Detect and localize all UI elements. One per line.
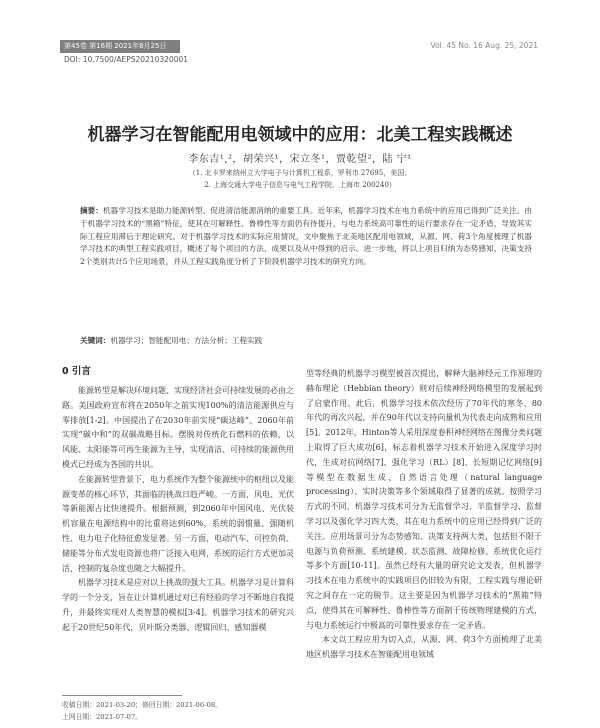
footnote-received: 收稿日期：2021-03-20；修回日期：2021-06-08。 [62,701,222,709]
author-list: 李东吉¹,²，胡荣兴¹，宋立冬¹，贾乾望²，陆 宁¹ [188,154,412,165]
intro-paragraph-2: 在能源转型背景下，电力系统作为整个能源统中的枢纽以及能源变革的核心环节，其面临的挑战日趋严峻。一方面，风电、光伏等新能源占比快速提升。根据预测，到2060年中国风电、光伏装机容量在电源结构中的比重将达到60%，系统的弱惯量、强随机性、电力电子化特征愈发显著。另一方面，电动汽车、可控负荷、储能等分布式发电资源也将广泛接入电网，系统的运行方式更加灵活，控制的复杂度也随之大幅提升。 [62,474,294,573]
intro-paragraph-3: 机器学习技术是应对以上挑战的强大工具。机器学习是计算科学的一个分支，旨在让计算机通过对已有经验的学习不断地自我提升，并最终实现对人类智慧的模拟[3-4]。机器学习技术的研究兴起于20世纪50年代，贝叶斯分类器、逻辑回归、感知器模 [62,578,294,632]
footnote-divider [62,695,182,696]
journal-issue-banner: 第45卷 第16期 2021年8月25日 [60,40,180,53]
right-column [306,367,542,663]
abstract-label: 摘要： [80,206,103,215]
abstract [80,205,532,269]
abstract-text: 机器学习技术是助力能源转型、促进清洁能源消纳的重要工具。近年来，机器学习技术在电力系统中的应用已得到广泛关注。由于机器学习技术的“黑箱”特征，使其在可解释性、鲁棒性等方面仍有待提升，与电力系统高可靠性的运行要求存在一定矛盾，导致其实际工程应用滞后于理论研究。对于机器学习技术的实际应用情况，文中聚焦于北美地区配用电领域，从源、网、荷3个角度梳理了机器学习技术的典型工程实践项目，概述了每个项目的方法、成果以及从中得到的启示。进一步地，将以上项目归纳为态势感知、决策支持2个类别共计5个应用场景，并从工程实践角度分析了下阶段机器学习技术的研究方向。 [80,206,533,267]
footnote-online: 上网日期：2021-07-07。 [62,713,142,721]
section-heading-introduction: 0 引言 [62,366,91,377]
keywords-text: 机器学习；智能配用电；方法分析；工程实践 [110,336,263,345]
keywords-label: 关键词： [80,336,111,345]
affiliation-1: （1. 北卡罗来纳州立大学电子与计算机工程系，罗利市 27695，美国； [188,169,412,177]
keywords [80,335,532,346]
right-paragraph-1: 型等经典的机器学习模型被首次提出，解释大脑神经元工作原理的赫布理论（Hebbian theory）则对后续神经网络模型的发展起到了启蒙作用。此后，机器学习技术依次经历了70年代的寒冬、80年代的再次兴起，并在90年代以支持向量机为代表走向成熟和应用[5]。2012年，Hinton等人采用深度卷积神经网络在图像分类问题上取得了巨大成功[6]，标志着机器学习技术开始进入深度学习时代，生成对抗网络[7]、强化学习（RL）[8]、长短期记忆网络[9]等模型在数据生成、自然语言处理（natural language processing）、实时决策等多个领域取得了显著的成就。按照学习方式的不同，机器学习技术可分为无监督学习、半监督学习、监督学习以及强化学习四大类，其在电力系统中的应用已经得到广泛的关注。应用场景可分为态势感知、决策支持两大类，包括但不限于电源与负荷预测、系统建模、状态监测、故障检修、系统优化运行等多个方面[10-11]。虽然已经有大量的研究论文发表，但机器学习技术在电力系统中的实践项目仍旧较为有限，工程实践与理论研究之间存在一定的脱节。这主要是因为机器学习技术的“黑箱”特点，使得其在可解释性、鲁棒性等方面制于传统物理建模的方式，与电力系统运行中极高的可靠性要求存在一定矛盾。 [306,369,542,630]
journal-issue-english: Vol. 45 No. 16 Aug. 25, 2021 [430,41,538,50]
right-paragraph-2: 本文以工程应用为切入点，从源、网、荷3个方面梳理了北美地区机器学习技术在智能配用电领域 [306,635,542,660]
affiliation-2: 2. 上海交通大学电子信息与电气工程学院，上海市 200240） [204,181,396,189]
paper-title: 机器学习在智能配用电领域中的应用：北美工程实践概述 [87,125,513,145]
intro-paragraph-1: 能源转型是解决环境问题、实现经济社会可持续发展的必由之路。美国政府宣布将在2050年之前实现100%的清洁能源供应与零排放[1-2]。中国提出了在2030年前实现“碳达峰”、2060年前实现“碳中和”的双碳战略目标。摆脱对传统化石燃料的依赖，以风能、太阳能等可再生能源为主导，实现清洁、可持续的能源供用模式已经成为各国的共识。 [62,386,294,469]
doi[interactable]: DOI: 10.7500/AEPS20210320001 [64,55,188,64]
left-column [62,365,294,636]
